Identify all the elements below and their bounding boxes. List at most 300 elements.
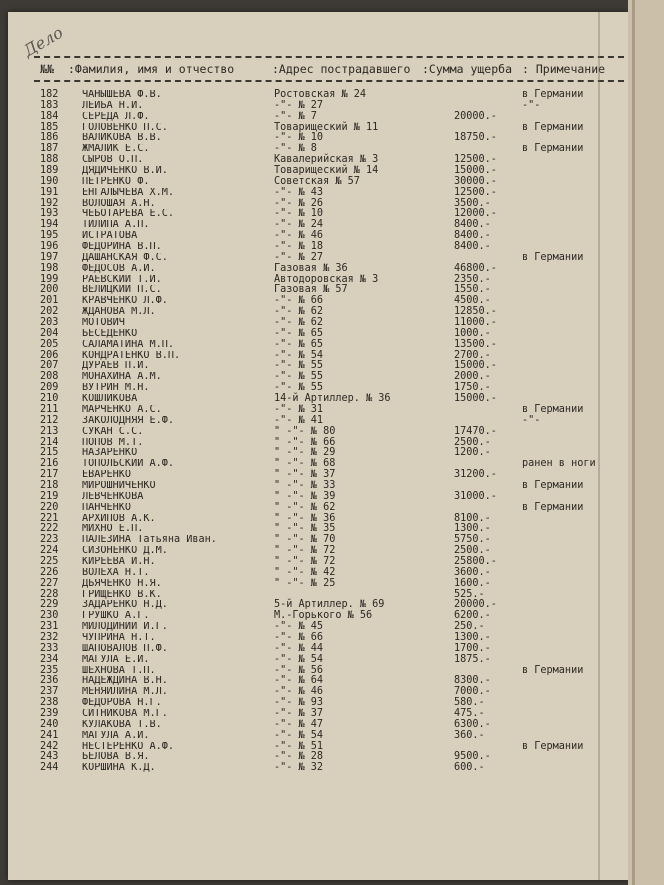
row-note: -"-: [522, 99, 541, 111]
row-number: 240: [40, 718, 59, 730]
table-row: [34, 731, 624, 742]
row-address: Автодоровская № 3: [274, 273, 379, 285]
row-address: -"- № 10: [274, 132, 324, 144]
row-sum: 12850.-: [454, 306, 497, 318]
row-name: ТОПОЛЬСКИЙ А.Ф.: [82, 459, 175, 470]
row-number: 225: [40, 555, 59, 567]
row-number: 182: [40, 89, 59, 100]
row-number: 232: [40, 631, 59, 643]
row-sum: 3500.-: [454, 197, 491, 209]
row-address: -"- № 46: [274, 230, 324, 242]
table-row: [34, 285, 624, 296]
header-name: :Фамилия, имя и отчество: [68, 62, 235, 76]
row-sum: 46800.-: [454, 262, 497, 274]
row-name: ГРУШКО А.Г.: [82, 611, 150, 622]
row-address: -"- № 32: [274, 762, 324, 774]
row-address: -"- № 93: [274, 697, 324, 709]
row-address: -"- № 28: [274, 751, 324, 763]
row-sum: 8400.-: [454, 230, 491, 242]
adjacent-page-edge: [628, 0, 664, 885]
table-row: [34, 427, 624, 438]
row-name: ЛЕВЧЕНКОВА: [82, 491, 144, 502]
row-sum: 1000.-: [454, 327, 491, 339]
row-address: " -"- № 36: [274, 512, 336, 524]
row-number: 235: [40, 664, 59, 676]
row-number: 223: [40, 534, 59, 546]
row-sum: 12500.-: [454, 154, 497, 166]
row-name: СИТНИКОВА М.Г.: [82, 708, 168, 719]
row-number: 215: [40, 447, 59, 459]
row-number: 198: [40, 262, 59, 274]
row-name: БЕЛОВА В.Я.: [82, 752, 150, 763]
row-sum: 2500.-: [454, 436, 491, 448]
row-note: в Германии: [522, 89, 584, 100]
row-address: " -"- № 42: [274, 566, 336, 578]
row-address: " -"- № 70: [274, 534, 336, 546]
row-address: М.-Горького № 56: [274, 610, 373, 622]
row-sum: 8400.-: [454, 219, 491, 231]
row-sum: 2000.-: [454, 371, 491, 383]
row-sum: 25800.-: [454, 555, 497, 567]
row-address: -"- № 54: [274, 729, 324, 741]
row-number: 227: [40, 577, 59, 589]
table-row: [34, 296, 624, 307]
table-row: [34, 655, 624, 666]
row-address: " -"- № 25: [274, 577, 336, 589]
row-sum: 2700.-: [454, 349, 491, 361]
row-sum: 580.-: [454, 697, 485, 709]
row-number: 243: [40, 751, 59, 763]
row-number: 203: [40, 317, 59, 329]
row-address: -"- № 46: [274, 686, 324, 698]
row-address: -"- № 18: [274, 241, 324, 253]
row-number: 201: [40, 295, 59, 307]
row-name: КОРШИНА К.Д.: [82, 763, 156, 774]
row-address: -"- № 55: [274, 382, 324, 394]
row-number: 189: [40, 165, 59, 177]
row-name: ПЕТРЕНКО Ф.: [82, 176, 150, 187]
row-number: 196: [40, 241, 59, 253]
table-row: [34, 209, 624, 220]
row-address: -"- № 55: [274, 360, 324, 372]
row-address: -"- № 47: [274, 718, 324, 730]
table-row: [34, 720, 624, 731]
row-name: МОТОВИЧ: [82, 318, 125, 329]
table-row: [34, 307, 624, 318]
table-row: [34, 676, 624, 687]
row-name: НАЗАРЕНКО: [82, 448, 138, 459]
row-number: 193: [40, 208, 59, 220]
row-name: ЗАДАРЕНКО Н.Д.: [82, 600, 168, 611]
row-sum: 12500.-: [454, 186, 497, 198]
row-address: " -"- № 66: [274, 436, 336, 448]
row-name: ФЕДОРОВА Н.Г.: [82, 698, 162, 709]
row-note: -"-: [522, 414, 541, 426]
row-address: -"- № 37: [274, 707, 324, 719]
row-sum: 8400.-: [454, 241, 491, 253]
row-sum: 1300.-: [454, 523, 491, 535]
row-name: ЧАНЫШЕВА Ф.В.: [82, 90, 162, 100]
row-name: МАРЧЕНКО А.С.: [82, 404, 162, 415]
row-note: в Германии: [522, 740, 584, 752]
row-address: Товарищеский № 14: [274, 165, 379, 177]
row-name: КОНДРАТЕНКО В.П.: [82, 350, 181, 361]
row-number: 207: [40, 360, 59, 372]
row-name: МИРОШНИЧЕНКО: [82, 480, 156, 491]
row-number: 206: [40, 349, 59, 361]
row-sum: 250.-: [454, 621, 485, 633]
row-address: " -"- № 72: [274, 555, 336, 567]
row-number: 229: [40, 599, 59, 611]
document-page: [8, 12, 628, 880]
row-number: 205: [40, 338, 59, 350]
row-number: 242: [40, 740, 59, 752]
table-row: [34, 633, 624, 644]
row-address: -"- № 27: [274, 99, 324, 111]
row-address: " -"- № 29: [274, 447, 336, 459]
row-address: " -"- № 35: [274, 523, 336, 535]
row-sum: 6200.-: [454, 610, 491, 622]
row-sum: 15000.-: [454, 360, 497, 372]
table-row: [34, 340, 624, 351]
row-name: КУЛАКОВА Т.В.: [82, 719, 162, 730]
row-sum: 8300.-: [454, 675, 491, 687]
row-address: 5-й Артиллер. № 69: [274, 599, 385, 611]
table-row: [34, 123, 624, 134]
row-number: 195: [40, 230, 59, 242]
row-name: ЧУПРИНА Н.Т.: [82, 632, 156, 643]
row-address: -"- № 64: [274, 675, 324, 687]
row-name: БЕСЕДЕНКО: [82, 328, 138, 339]
row-sum: 12000.-: [454, 208, 497, 220]
row-address: -"- № 55: [274, 371, 324, 383]
row-sum: 13500.-: [454, 338, 497, 350]
row-number: 200: [40, 284, 59, 296]
table-row: [34, 709, 624, 720]
row-sum: 5750.-: [454, 534, 491, 546]
table-row: [34, 752, 624, 763]
row-name: МАГУЛА А.И.: [82, 730, 150, 741]
row-sum: 2500.-: [454, 545, 491, 557]
table-row: [34, 101, 624, 112]
row-note: в Германии: [522, 143, 584, 155]
row-number: 213: [40, 425, 59, 437]
header-address: :Адрес пострадавшего: [272, 62, 411, 76]
row-address: Товарищеский № 11: [274, 121, 379, 133]
row-sum: 11000.-: [454, 317, 497, 329]
row-name: ЖМАЛИК Е.С.: [82, 144, 150, 155]
row-name: ВОЛОШАЯ А.Н.: [82, 198, 156, 209]
row-name: ГРИЩЕНКО В.К.: [82, 589, 162, 600]
row-number: 214: [40, 436, 59, 448]
row-number: 236: [40, 675, 59, 687]
row-number: 187: [40, 143, 59, 155]
row-address: -"- № 26: [274, 197, 324, 209]
row-address: Советская № 57: [274, 175, 360, 187]
row-sum: 31200.-: [454, 469, 497, 481]
row-sum: 525.-: [454, 588, 485, 600]
row-name: МИХНО Е.П.: [82, 524, 144, 535]
row-number: 204: [40, 327, 59, 339]
row-number: 188: [40, 154, 59, 166]
row-number: 209: [40, 382, 59, 394]
row-address: -"- № 27: [274, 251, 324, 263]
row-sum: 4500.-: [454, 295, 491, 307]
row-sum: 17470.-: [454, 425, 497, 437]
row-sum: 18750.-: [454, 132, 497, 144]
row-number: 194: [40, 219, 59, 231]
row-number: 234: [40, 653, 59, 665]
row-address: " -"- № 39: [274, 490, 336, 502]
row-number: 230: [40, 610, 59, 622]
row-address: -"- № 65: [274, 327, 324, 339]
row-note: в Германии: [522, 664, 584, 676]
row-address: -"- № 65: [274, 338, 324, 350]
row-sum: 6300.-: [454, 718, 491, 730]
table-row: [34, 763, 624, 774]
row-address: " -"- № 72: [274, 545, 336, 557]
row-address: -"- № 44: [274, 642, 324, 654]
row-name: ВОЛЕХА Н.Т.: [82, 567, 150, 578]
row-name: ВАЛИКОВА В.В.: [82, 133, 162, 144]
row-number: 226: [40, 566, 59, 578]
row-address: -"- № 54: [274, 349, 324, 361]
row-note: в Германии: [522, 479, 584, 491]
row-number: 228: [40, 588, 59, 600]
row-name: СЫРОВ О.П.: [82, 155, 144, 166]
row-address: " -"- № 37: [274, 469, 336, 481]
row-name: ЧЕБОТАРЕВА Е.С.: [82, 209, 175, 220]
row-name: ЕНГАЛЫЧЕВА Х.М.: [82, 187, 175, 198]
row-name: МИЛОДИНИЙ И.Г.: [82, 622, 168, 633]
row-name: ПАНЧЕНКО: [82, 502, 132, 513]
row-sum: 3600.-: [454, 566, 491, 578]
row-note: в Германии: [522, 121, 584, 133]
row-number: 192: [40, 197, 59, 209]
row-address: " -"- № 62: [274, 501, 336, 513]
table-row: [34, 416, 624, 427]
table-row: [34, 329, 624, 340]
row-number: 197: [40, 251, 59, 263]
row-address: Кавалерийская № 3: [274, 154, 379, 166]
row-number: 184: [40, 110, 59, 122]
row-address: 14-й Артиллер. № 36: [274, 393, 391, 405]
row-name: РАЕВСКИЙ Т.И.: [82, 274, 162, 285]
row-number: 216: [40, 458, 59, 470]
row-name: ЖДАНОВА М.Л.: [82, 307, 156, 318]
row-number: 221: [40, 512, 59, 524]
row-address: -"- № 41: [274, 414, 324, 426]
row-sum: 1200.-: [454, 447, 491, 459]
row-sum: 15000.-: [454, 165, 497, 177]
row-name: ПАЛЕЗИНА Татьяна Иван.: [82, 535, 217, 546]
row-number: 238: [40, 697, 59, 709]
header-num: №№: [40, 62, 54, 76]
row-sum: 1750.-: [454, 382, 491, 394]
row-number: 208: [40, 371, 59, 383]
table-row: [34, 579, 624, 590]
row-name: ДАШАНСКАЯ Ф.С.: [82, 252, 168, 263]
row-number: 212: [40, 414, 59, 426]
row-sum: 600.-: [454, 762, 485, 774]
row-name: СУКАН С.С.: [82, 426, 144, 437]
row-number: 241: [40, 729, 59, 741]
row-name: МЕНЯЙЛИНА М.Л.: [82, 687, 168, 698]
row-name: КИРЕЕВА И.Н.: [82, 556, 156, 567]
row-number: 219: [40, 490, 59, 502]
row-note: в Германии: [522, 251, 584, 263]
page-edge-line: [632, 0, 635, 885]
row-note: ранен в ноги: [522, 458, 596, 470]
row-number: 202: [40, 306, 59, 318]
row-number: 186: [40, 132, 59, 144]
row-number: 239: [40, 707, 59, 719]
corner-handwritten-note: Дело: [20, 22, 67, 61]
table-row: [34, 372, 624, 383]
row-number: 185: [40, 121, 59, 133]
table-row: [34, 611, 624, 622]
row-address: -"- № 31: [274, 403, 324, 415]
row-name: ШАПОВАЛОВ П.Ф.: [82, 643, 168, 654]
row-sum: 15000.-: [454, 393, 497, 405]
row-name: ФЕДОСОВ А.И.: [82, 263, 156, 274]
row-address: -"- № 8: [274, 143, 317, 155]
header-sum: :Сумма ущерба: [422, 62, 513, 76]
row-name: МАГУЛА Е.И.: [82, 654, 150, 665]
row-name: ПОПОВ М.Т.: [82, 437, 144, 448]
row-sum: 31000.-: [454, 490, 497, 502]
row-name: ТИЛИПА А.П.: [82, 220, 150, 231]
row-sum: 475.-: [454, 707, 485, 719]
row-number: 190: [40, 175, 59, 187]
row-address: " -"- № 68: [274, 458, 336, 470]
row-name: ДЬЯЧЕНКО Н.Я.: [82, 578, 162, 589]
table-row: [34, 188, 624, 199]
table-row: [34, 351, 624, 362]
header-note: : Примечание: [522, 62, 606, 76]
row-address: -"- № 43: [274, 186, 324, 198]
row-address: -"- № 7: [274, 110, 317, 122]
row-address: Газовая № 36: [274, 262, 348, 274]
row-address: -"- № 10: [274, 208, 324, 220]
row-address: -"- № 66: [274, 295, 324, 307]
row-address: " -"- № 33: [274, 479, 336, 491]
row-name: ИСТРАТОВА: [82, 231, 138, 242]
row-number: 222: [40, 523, 59, 535]
row-sum: 9500.-: [454, 751, 491, 763]
row-sum: 8100.-: [454, 512, 491, 524]
row-sum: 1700.-: [454, 642, 491, 654]
row-address: Ростовская № 24: [274, 89, 367, 100]
row-number: 217: [40, 469, 59, 481]
row-sum: 1550.-: [454, 284, 491, 296]
row-address: -"- № 62: [274, 306, 324, 318]
row-address: " -"- № 80: [274, 425, 336, 437]
row-address: -"- № 45: [274, 621, 324, 633]
row-name: ДУРАЕВ П.И.: [82, 361, 150, 372]
row-number: 220: [40, 501, 59, 513]
row-sum: 1300.-: [454, 631, 491, 643]
row-address: -"- № 62: [274, 317, 324, 329]
row-address: Газовая № 57: [274, 284, 348, 296]
table-row: [34, 264, 624, 275]
row-name: ЕВАРЕНКО: [82, 470, 132, 481]
row-sum: 30000.-: [454, 175, 497, 187]
row-number: 237: [40, 686, 59, 698]
table-row: [34, 666, 624, 677]
row-name: ДЯДИЧЕНКО В.И.: [82, 166, 168, 177]
row-sum: 20000.-: [454, 110, 497, 122]
row-address: -"- № 24: [274, 219, 324, 231]
table-row: [34, 361, 624, 372]
row-name: ЛЕЙБА Н.И.: [82, 100, 144, 111]
table-row: [34, 112, 624, 123]
row-number: 210: [40, 393, 59, 405]
row-sum: 360.-: [454, 729, 485, 741]
row-name: АРХИПОВ А.К.: [82, 513, 156, 524]
row-name: ЗАКОЛОДНЯЯ Е.Ф.: [82, 415, 175, 426]
row-name: НЕСТЕРЕНКО А.Ф.: [82, 741, 175, 752]
row-name: САЛАМАТИНА М.П.: [82, 339, 175, 350]
row-address: -"- № 54: [274, 653, 324, 665]
row-number: 211: [40, 403, 59, 415]
row-sum: 7000.-: [454, 686, 491, 698]
table-row: [34, 622, 624, 633]
table-row: [34, 503, 624, 514]
row-sum: 2350.-: [454, 273, 491, 285]
row-sum: 20000.-: [454, 599, 497, 611]
row-name: МОНАХИНА А.М.: [82, 372, 162, 383]
row-number: 191: [40, 186, 59, 198]
row-number: 199: [40, 273, 59, 285]
table-row: [34, 644, 624, 655]
table-row: [34, 220, 624, 231]
table-row: [34, 698, 624, 709]
row-name: СЕРЕДА Л.Ф.: [82, 111, 150, 122]
table-row: [34, 318, 624, 329]
row-name: ВУТРИН М.Н.: [82, 383, 150, 394]
table-row: [34, 687, 624, 698]
row-sum: 1875.-: [454, 653, 491, 665]
row-name: ШЕХНОВА Т.П.: [82, 665, 156, 676]
row-address: -"- № 56: [274, 664, 324, 676]
row-number: 224: [40, 545, 59, 557]
row-name: КРАВЧЕНКО Л.Ф.: [82, 296, 168, 307]
table-row: [34, 199, 624, 210]
page-fold-line: [598, 12, 600, 880]
row-note: в Германии: [522, 501, 584, 513]
row-number: 244: [40, 762, 59, 774]
row-address: -"- № 51: [274, 740, 324, 752]
table-header: [34, 56, 624, 82]
row-name: НАДЕЖДИНА В.Н.: [82, 676, 168, 687]
table-row: [34, 742, 624, 753]
row-name: КОШЛИКОВА: [82, 394, 138, 405]
row-number: 231: [40, 621, 59, 633]
row-number: 218: [40, 479, 59, 491]
row-number: 233: [40, 642, 59, 654]
table-row: [34, 177, 624, 188]
table-row: [34, 231, 624, 242]
table-body: [34, 90, 624, 774]
row-number: 183: [40, 99, 59, 111]
row-name: СИЗОНЕНКО Д.М.: [82, 546, 168, 557]
row-name: ГОЛОВЕНКО П.С.: [82, 122, 168, 133]
row-note: в Германии: [522, 403, 584, 415]
row-address: -"- № 66: [274, 631, 324, 643]
row-name: ВЕЛИЦКИЙ П.С.: [82, 285, 162, 296]
row-sum: 1600.-: [454, 577, 491, 589]
